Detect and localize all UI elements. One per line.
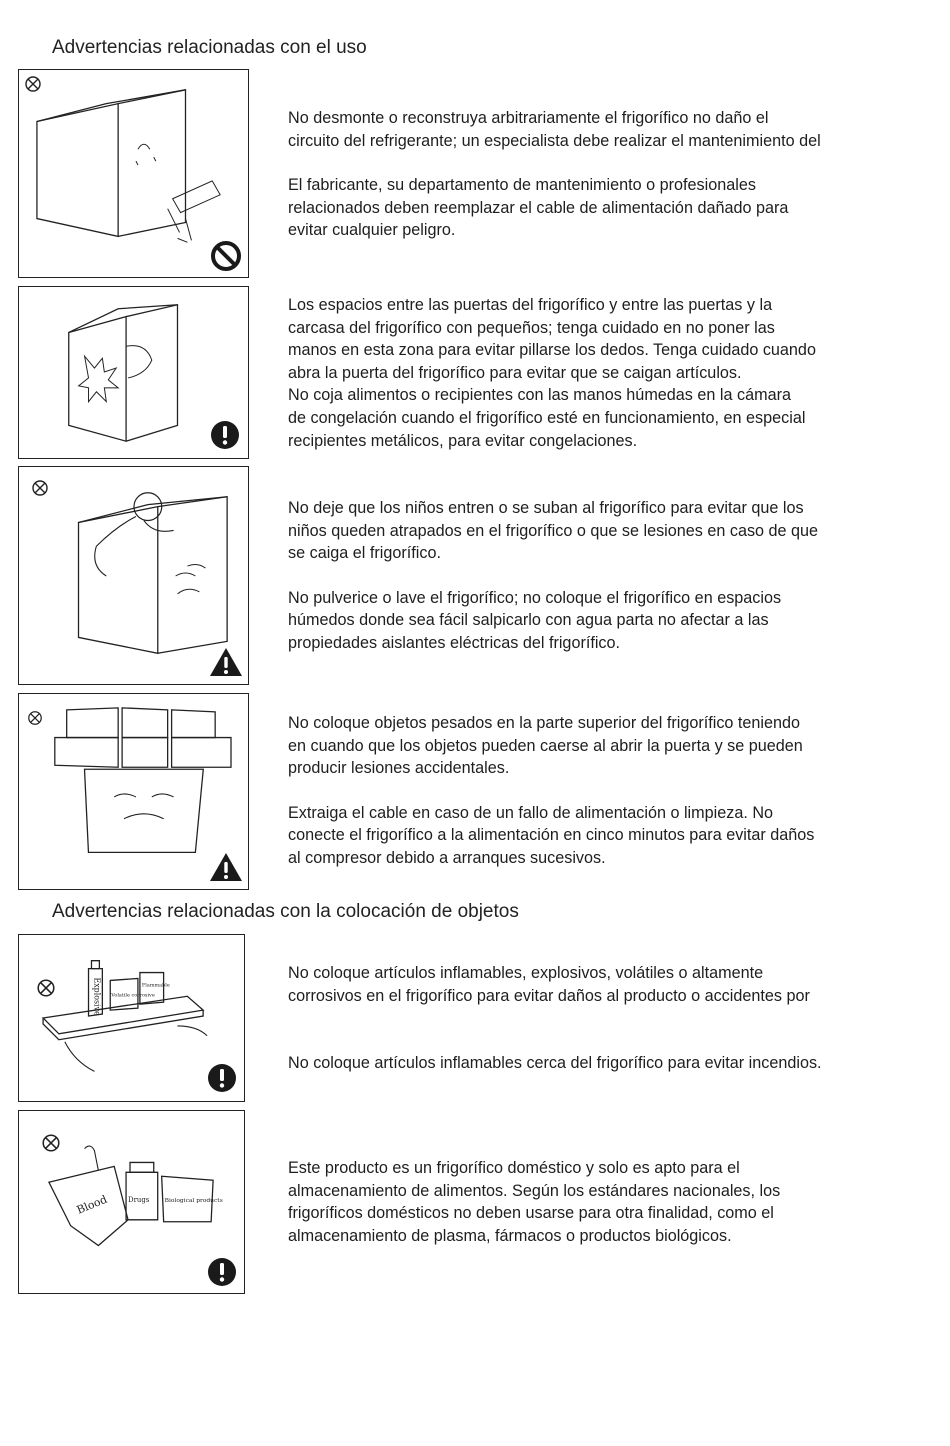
no-entry-icon xyxy=(210,240,242,272)
text-line: Extraiga el cable en caso de un fallo de alimentación o limpieza. No xyxy=(288,803,774,822)
label-drugs: Drugs xyxy=(128,1196,150,1204)
text-line: en cuando que los objetos pueden caerse al abrir la puerta y se pueden xyxy=(288,736,803,755)
exclamation-icon xyxy=(210,420,240,450)
illustration-disassembly xyxy=(18,69,249,278)
illustration-door-gap xyxy=(18,286,249,459)
fridge-boxes-drawing xyxy=(55,708,231,853)
text-line: No deje que los niños entren o se suban al frigorífico para evitar que los xyxy=(288,499,804,517)
tray-containers-drawing xyxy=(43,961,207,1072)
text-line: almacenamiento de alimentos. Según los estándares nacionales, los xyxy=(288,1181,781,1200)
fridge-drawing xyxy=(37,90,220,243)
text-line: niños queden atrapados en el frigorífico o que se lesiones en caso de que xyxy=(288,521,819,540)
text-line: conecte el frigorífico a la alimentación en cinco minutos para evitar daños xyxy=(288,826,815,845)
text-line: se caiga el frigorífico. xyxy=(288,544,441,563)
text-line: almacenamiento de plasma, fármacos o productos biológicos. xyxy=(288,1226,732,1245)
item-text-domestic-use xyxy=(288,1157,918,1247)
label-volatile: Volatile corrosive xyxy=(111,992,155,999)
illustration-domestic-use xyxy=(18,1110,245,1294)
item-text-children xyxy=(288,497,918,655)
text-line: al compresor debido a arranques sucesivos. xyxy=(288,848,606,867)
illustration-heavy-objects xyxy=(18,693,249,890)
item-text-heavy-objects xyxy=(288,712,918,870)
fridge-child-drawing xyxy=(79,493,228,654)
label-flammable: Flammable xyxy=(141,982,170,989)
exclamation-icon xyxy=(207,1257,237,1287)
text-line: relacionados deben reemplazar el cable de alimentación dañado para xyxy=(288,198,789,217)
text-line: producir lesiones accidentales. xyxy=(288,759,510,778)
prohibition-icon xyxy=(36,978,56,998)
text-line: El fabricante, su departamento de mantenimiento o profesionales xyxy=(288,176,756,195)
text-line: frigoríficos domésticos no deben usarse para otra finalidad, como el xyxy=(288,1204,774,1223)
label-explosive: Explosive xyxy=(92,977,102,1016)
section-heading-use: Advertencias relacionadas con el uso xyxy=(52,37,367,58)
illustration-children xyxy=(18,466,249,685)
warning-triangle-icon xyxy=(209,647,243,677)
text-line: No coja alimentos o recipientes con las manos húmedas en la cámara xyxy=(288,386,791,405)
item-text-flammables xyxy=(288,962,918,1075)
section-heading-placement: Advertencias relacionadas con la colocación de objetos xyxy=(52,901,519,922)
text-line: húmedos donde sea fácil salpicarlo con agua parta no afectar a las xyxy=(288,611,769,630)
text-line: manos en esta zona para evitar pillarse los dedos. Tenga cuidado cuando xyxy=(288,341,816,360)
text-line: abra la puerta del frigorífico para evitar que se caigan artículos. xyxy=(288,363,742,382)
item-text-disassembly xyxy=(288,107,918,242)
illustration-flammables xyxy=(18,934,245,1102)
text-line: de congelación cuando el frigorífico esté en funcionamiento, en especial xyxy=(288,408,806,427)
text-line: corrosivos en el frigorífico para evitar daños al producto o accidentes por xyxy=(288,986,810,1005)
text-line: circuito del refrigerante; un especialista debe realizar el mantenimiento del xyxy=(288,131,821,150)
prohibition-icon xyxy=(27,710,43,726)
text-line: No coloque objetos pesados en la parte superior del frigorífico teniendo xyxy=(288,714,801,732)
text-line: No pulverice o lave el frigorífico; no coloque el frigorífico en espacios xyxy=(288,588,782,607)
text-line: evitar cualquier peligro. xyxy=(288,221,456,240)
prohibition-icon xyxy=(24,75,42,93)
text-line: propiedades aislantes eléctricas del frigorífico. xyxy=(288,633,621,652)
text-line: No coloque artículos inflamables, explosivos, volátiles o altamente xyxy=(288,964,764,982)
label-blood: Blood xyxy=(74,1192,109,1217)
text-line: carcasa del frigorífico con pequeños; tenga cuidado en no poner las xyxy=(288,318,775,337)
item-text-door-gap xyxy=(288,294,918,452)
prohibition-icon xyxy=(41,1133,61,1153)
warning-triangle-icon xyxy=(209,852,243,882)
exclamation-icon xyxy=(207,1063,237,1093)
text-line: No coloque artículos inflamables cerca del frigorífico para evitar incendios. xyxy=(288,1054,822,1073)
text-line: Este producto es un frigorífico doméstico y solo es apto para el xyxy=(288,1159,740,1177)
text-line: recipientes metálicos, para evitar congelaciones. xyxy=(288,431,638,450)
fridge-door-drawing xyxy=(69,305,178,441)
text-line: Los espacios entre las puertas del frigorífico y entre las puertas y la xyxy=(288,296,773,314)
prohibition-icon xyxy=(31,479,49,497)
text-line: No desmonte o reconstruya arbitrariamente el frigorífico no daño el xyxy=(288,109,769,127)
label-biological-products: Biological products xyxy=(164,1197,223,1204)
